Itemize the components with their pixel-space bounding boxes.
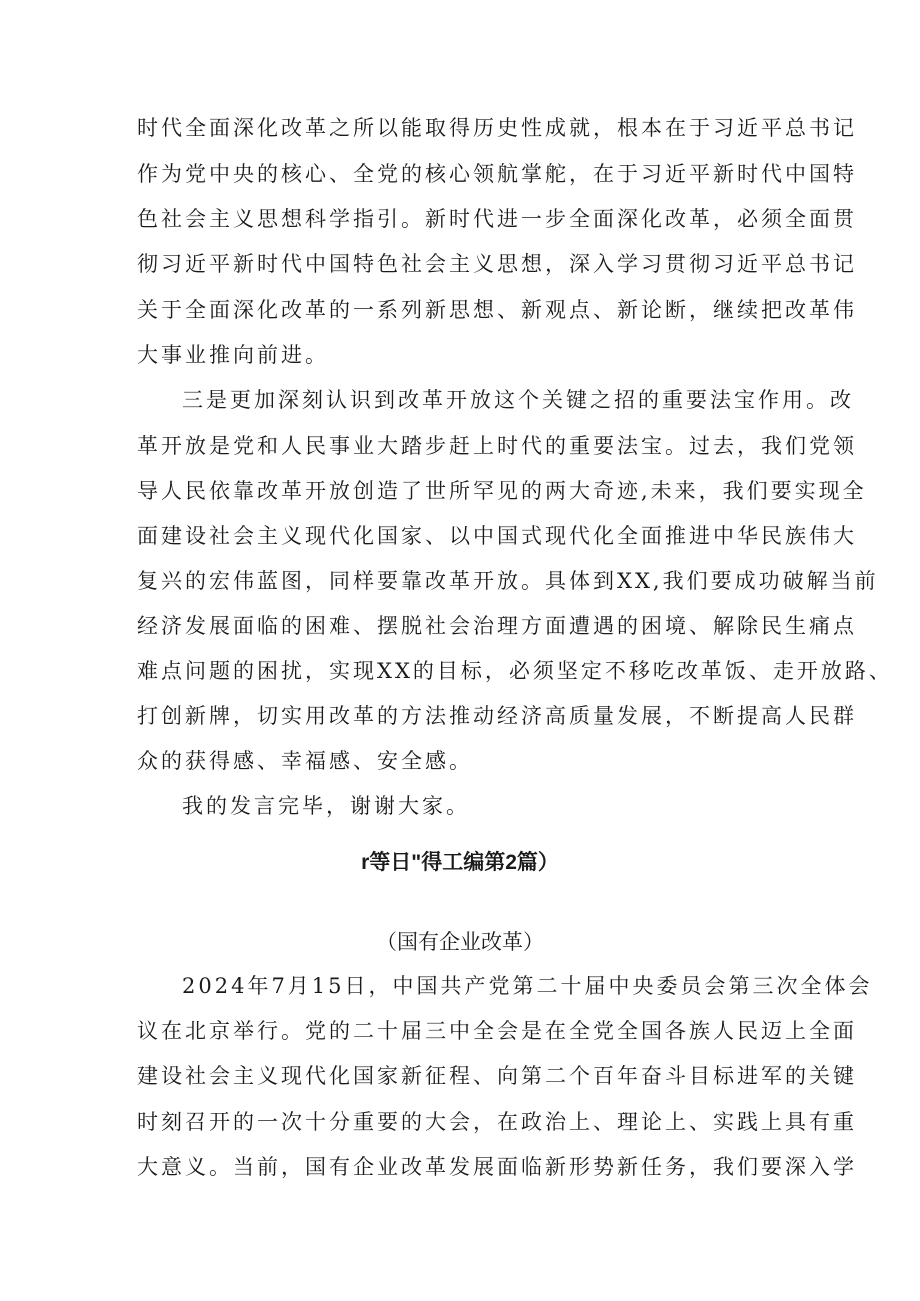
body-text-line: 彻习近平新时代中国特色社会主义思想，深入学习贯彻习近平总书记 [137,252,857,276]
body-text-line: 时代全面深化改革之所以能取得历史性成就，根本在于习近平总书记 [137,116,857,140]
body-text-line: 大意义。当前，国有企业改革发展面临新形势新任务，我们要深入学 [137,1155,857,1179]
body-text-line: 色社会主义思想科学指引。新时代进一步全面深化改革，必须全面贯 [137,207,857,231]
body-text-line: 时刻召开的一次十分重要的大会，在政治上、理论上、实践上具有重 [137,1110,857,1134]
body-text-line: 作为党中央的核心、全党的核心领航掌舵，在于习近平新时代中国特 [137,162,857,186]
body-text-line: 建设社会主义现代化国家新征程、向第二个百年奋斗目标进军的关键 [137,1064,857,1088]
body-text-line: 革开放是党和人民事业大踏步赶上时代的重要法宝。过去，我们党领 [137,434,857,458]
body-text-line: 议在北京举行。党的二十届三中全会是在全党全国各族人民迈上全面 [137,1019,857,1043]
body-text-line: 三是更加深刻认识到改革开放这个关键之招的重要法宝作用。改 [182,388,854,412]
body-text-line: 打创新牌，切实用改革的方法推动经济高质量发展，不断提高人民群 [137,704,857,728]
body-text-line: 面建设社会主义现代化国家、以中国式现代化全面推进中华民族伟大 [137,524,857,548]
body-text-line: 2024年7月15日，中国共产党第二十届中央委员会第三次全体会 [182,974,873,998]
body-text-line: 经济发展面临的困难、摆脱社会治理方面遭遇的困境、解除民生痛点 [137,614,857,638]
body-text-line: 大事业推向前进。 [137,343,329,367]
body-text-line: 难点问题的困扰，实现XX的目标，必须坚定不移吃改革饭、走开放路、 [137,659,893,683]
closing-line: 我的发言完毕，谢谢大家。 [182,794,470,818]
body-text-line: 关于全面深化改革的一系列新思想、新观点、新论断，继续把改革伟 [137,298,857,322]
body-text-line: 导人民依靠改革开放创造了世所罕见的两大奇迹,未来，我们要实现全 [137,479,867,503]
body-text-line: 众的获得感、幸福感、安全感。 [137,749,473,773]
section-title: r等日"得工编第2篇） [361,851,559,874]
body-text-line: 复兴的宏伟蓝图，同样要靠改革开放。具体到XX,我们要成功破解当前 [137,569,879,593]
section-subtitle: （国有企业改革） [376,931,544,954]
